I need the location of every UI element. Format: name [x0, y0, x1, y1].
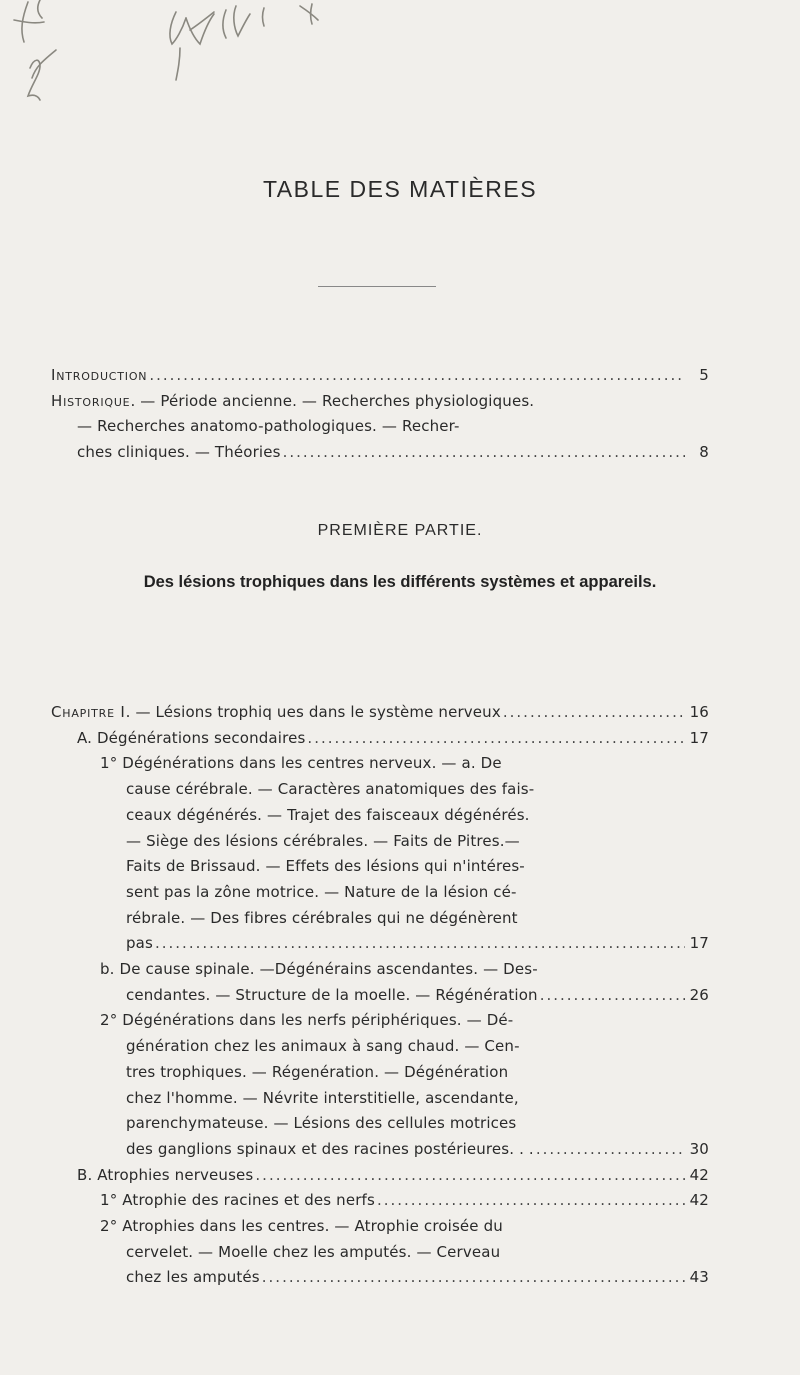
- toc-entry-text: [100, 1191, 375, 1210]
- part-title: PREMIÈRE PARTIE.: [317, 522, 483, 539]
- toc-entry-title: . — Période ancienne. — Recherches physiologiques.: [130, 391, 535, 410]
- toc-entry-label: Chapitre I: [51, 703, 126, 721]
- toc-entry-text: [77, 729, 305, 748]
- toc-entry-text: [126, 986, 538, 1005]
- toc-entry-text: [126, 934, 153, 953]
- toc-entry-title: cervelet. — Moelle chez les amputés. — Cerveau: [126, 1242, 501, 1261]
- toc-entry-title: génération chez les animaux à sang chaud. — Cen-: [126, 1037, 520, 1056]
- toc-entry: [77, 443, 709, 462]
- toc-entry: [100, 754, 502, 773]
- toc-entry-text: [126, 909, 518, 928]
- toc-entry-text: [100, 1011, 513, 1030]
- toc-entry-title: b. De cause spinale. —Dégénérains ascendantes. — Des-: [100, 960, 538, 978]
- toc-entry-title: rébrale. — Des fibres cérébrales qui ne dégénèrent: [126, 908, 518, 927]
- dot-leader: [262, 1268, 685, 1287]
- part-subtitle: Des lésions trophiques dans les différents systèmes et appareils.: [143, 573, 657, 591]
- page-number: 42: [689, 1165, 709, 1184]
- page-number: 5: [699, 366, 709, 384]
- toc-entry-title: cause cérébrale. — Caractères anatomiques des fais-: [126, 780, 535, 799]
- dot-leader: [536, 1140, 685, 1159]
- title-rule: [318, 286, 436, 287]
- toc-entry-text: [126, 806, 530, 825]
- toc-entry-title: ches cliniques. — Théories: [77, 442, 281, 461]
- toc-entry-text: [126, 1243, 500, 1262]
- toc-entry-title: des ganglions spinaux et des racines postérieures. . .: [126, 1139, 534, 1158]
- page-number: 30: [689, 1139, 709, 1158]
- dot-leader: [307, 729, 685, 748]
- page-number: 43: [689, 1268, 709, 1287]
- dot-leader: [155, 934, 685, 953]
- dot-leader: [503, 703, 685, 722]
- toc-entry-text: [100, 754, 502, 773]
- toc-entry-title: — Recherches anatomo-pathologiques. — Recher-: [77, 417, 460, 435]
- toc-entry-title: cendantes. — Structure de la moelle. — Régénération: [126, 985, 538, 1004]
- toc-entry-label: Introduction: [51, 366, 148, 384]
- toc-entry-text: [51, 703, 501, 722]
- toc-entry: [100, 1217, 503, 1236]
- toc-entry: [126, 909, 518, 928]
- page-number: 26: [689, 985, 709, 1004]
- toc-entry-text: [126, 1063, 508, 1082]
- toc-entry: [126, 832, 520, 851]
- toc-entry-text: [100, 1217, 503, 1236]
- dot-leader: [255, 1166, 685, 1185]
- toc-entry-text: [51, 392, 534, 411]
- page-number: 17: [689, 728, 709, 747]
- toc-entry: [126, 1243, 500, 1262]
- toc-entry-text: [126, 1089, 519, 1108]
- toc-entry: [126, 1089, 519, 1108]
- dot-leader: [377, 1191, 685, 1210]
- toc-entry-title: 2° Dégénérations dans les nerfs périphériques. — Dé-: [100, 1011, 514, 1030]
- toc-entry: [100, 1011, 513, 1030]
- toc-entry-title: 1° Dégénérations dans les centres nerveux. — a. De: [100, 754, 502, 773]
- toc-entry-title: 2° Atrophies dans les centres. — Atrophie croisée du: [100, 1217, 503, 1235]
- toc-entry-title: B. Atrophies nerveuses: [77, 1165, 254, 1184]
- toc-entry: [77, 417, 460, 436]
- toc-entry: [100, 960, 538, 979]
- page-number: 8: [699, 442, 709, 461]
- toc-entry: [51, 703, 709, 722]
- page-number: 17: [689, 934, 709, 953]
- toc-entry-text: [77, 443, 281, 462]
- dot-leader: [149, 366, 685, 385]
- toc-entry-text: [126, 1037, 520, 1056]
- toc-entry: [126, 1037, 520, 1056]
- toc-entry-text: [77, 417, 460, 436]
- toc-entry-text: [126, 1140, 534, 1159]
- toc-entry: [126, 934, 709, 953]
- dot-leader: [540, 986, 685, 1005]
- toc-entry: [126, 1268, 709, 1287]
- toc-entry-text: [51, 366, 147, 385]
- page-number: 42: [689, 1191, 709, 1210]
- toc-entry-label: Historique: [51, 391, 131, 410]
- toc-entry: [51, 392, 534, 411]
- toc-entry: [126, 780, 534, 799]
- dot-leader: [283, 443, 685, 462]
- toc-entry-title: A. Dégénérations secondaires: [77, 728, 306, 747]
- toc-entry-title: ceaux dégénérés. — Trajet des faisceaux dégénérés.: [126, 805, 530, 824]
- toc-entry-text: [126, 1114, 516, 1133]
- toc-entry-text: [77, 1166, 253, 1185]
- toc-entry-text: [100, 960, 538, 979]
- toc-entry-title: Faits de Brissaud. — Effets des lésions qui n'intéres-: [126, 857, 525, 876]
- toc-entry: [126, 1140, 709, 1159]
- toc-entry: [77, 1166, 709, 1185]
- toc-entry: [126, 1114, 516, 1133]
- toc-entry: [51, 366, 709, 385]
- handwritten-annotation: [0, 0, 340, 110]
- toc-entry: [77, 729, 709, 748]
- toc-entry-title: — Siège des lésions cérébrales. — Faits de Pitres.—: [126, 831, 520, 850]
- toc-entry-title: . — Lésions trophiq ues dans le système nerveux: [125, 703, 501, 721]
- toc-entry-text: [126, 1268, 260, 1287]
- page-title: TABLE DES MATIÈRES: [262, 176, 538, 202]
- toc-entry-text: [126, 857, 525, 876]
- toc-entry-text: [126, 780, 534, 799]
- toc-entry: [126, 806, 530, 825]
- toc-entry-title: chez les amputés: [126, 1268, 260, 1287]
- toc-entry-title: pas: [126, 934, 153, 953]
- toc-entry: [100, 1191, 709, 1210]
- toc-entry: [126, 1063, 508, 1082]
- page-number: 16: [689, 703, 709, 721]
- toc-entry-text: [126, 883, 517, 902]
- toc-entry-text: [126, 832, 520, 851]
- toc-entry: [126, 986, 709, 1005]
- toc-entry-title: sent pas la zône motrice. — Nature de la lésion cé-: [126, 882, 517, 901]
- toc-entry-title: parenchymateuse. — Lésions des cellules motrices: [126, 1114, 517, 1133]
- toc-entry: [126, 883, 517, 902]
- toc-entry-title: 1° Atrophie des racines et des nerfs: [100, 1191, 375, 1210]
- toc-entry-title: chez l'homme. — Névrite interstitielle, ascendante,: [126, 1088, 519, 1107]
- toc-entry-title: tres trophiques. — Régenération. — Dégénération: [126, 1062, 509, 1081]
- toc-entry: [126, 857, 525, 876]
